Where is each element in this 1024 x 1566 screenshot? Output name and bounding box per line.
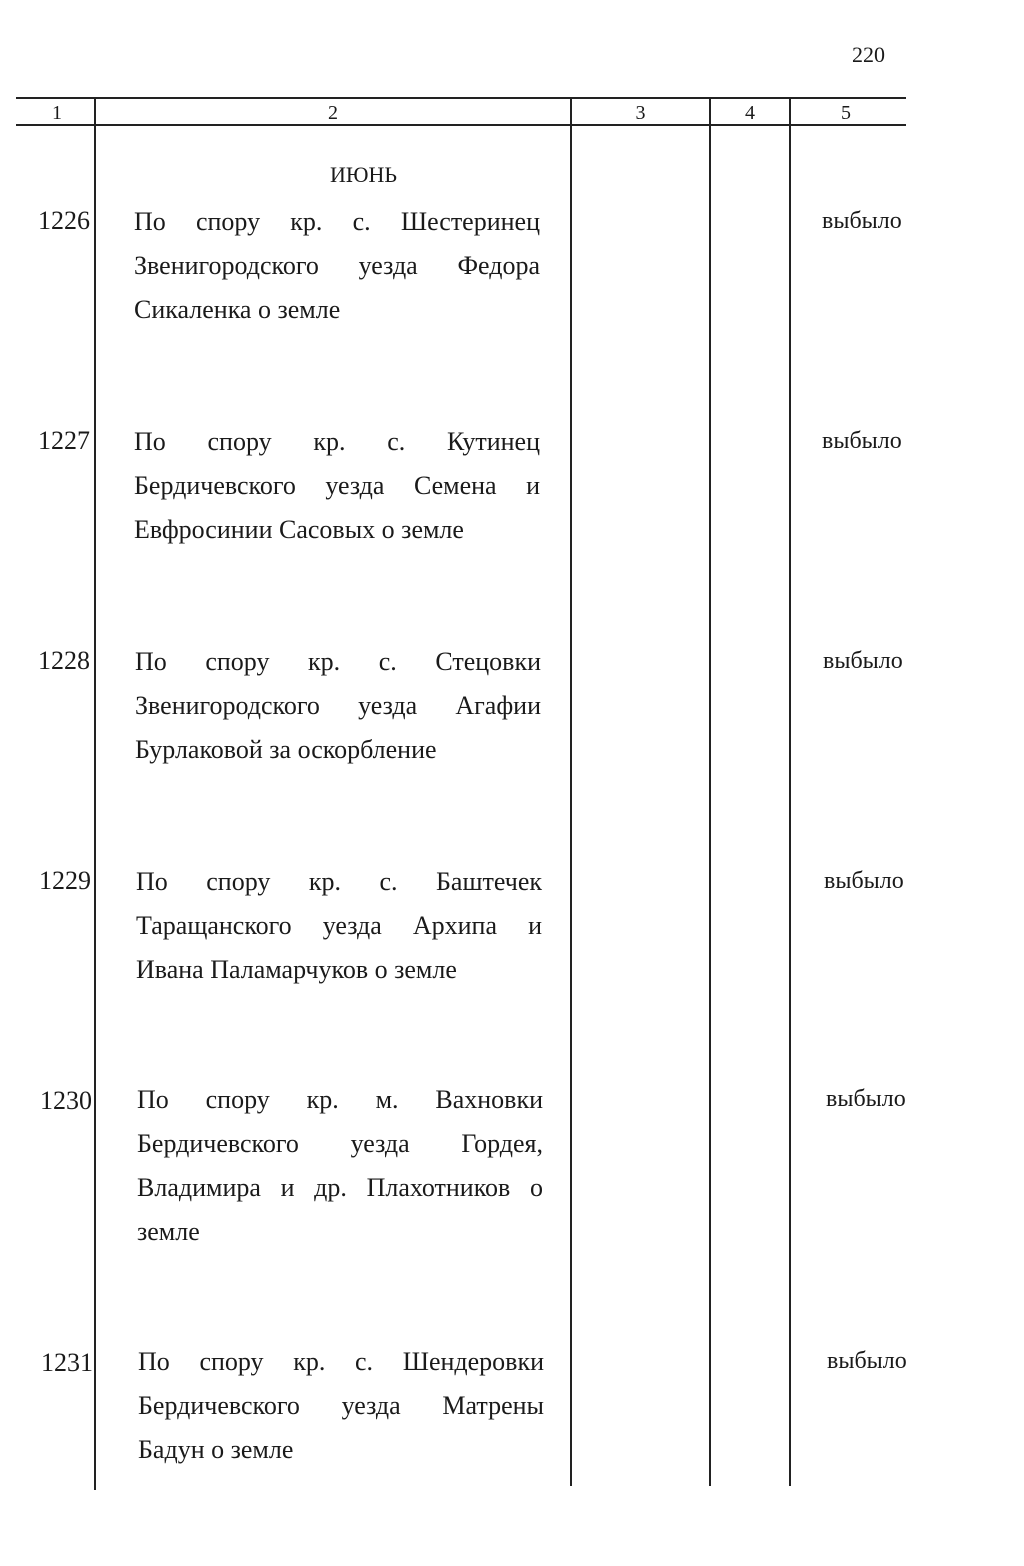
column-divider-4 bbox=[789, 98, 791, 1486]
entry-status: выбыло bbox=[824, 868, 904, 894]
entry-description: По спору кр. м. Вахновки Бердичевского уезда Гордея, Владимира и др. Плахотников о земле bbox=[137, 1085, 543, 1246]
column-divider-1 bbox=[94, 98, 96, 1490]
entry-status: выбыло bbox=[827, 1348, 907, 1374]
entry-status: выбыло bbox=[822, 208, 902, 234]
entry-number: 1228 bbox=[38, 646, 90, 675]
entry-status: выбыло bbox=[826, 1086, 906, 1112]
entry-number: 1230 bbox=[40, 1086, 92, 1115]
entry-number: 1229 bbox=[39, 866, 91, 895]
column-header-3: 3 bbox=[635, 102, 646, 124]
column-header-5: 5 bbox=[841, 102, 851, 124]
page-number: 220 bbox=[852, 42, 885, 67]
entry-description: По спору кр. с. Баштечек Таращанского уезда Архипа и Ивана Паламарчуков о земле bbox=[136, 867, 542, 984]
entry-status: выбыло bbox=[822, 428, 902, 454]
entry-description: По спору кр. с. Стецовки Звенигородского уезда Агафии Бурлаковой за оскорбление bbox=[135, 647, 541, 764]
entry-number: 1226 bbox=[38, 206, 90, 235]
column-header-4: 4 bbox=[745, 102, 755, 124]
column-header-1: 1 bbox=[52, 102, 62, 124]
entry-description: По спору кр. с. Шестеринец Звенигородского уезда Федора Сикаленка о земле bbox=[134, 207, 540, 324]
header-top-rule bbox=[16, 97, 906, 99]
column-divider-3 bbox=[709, 98, 711, 1486]
entry-description: По спору кр. с. Кутинец Бердичевского уезда Семена и Евфросинии Сасовых о земле bbox=[134, 427, 540, 544]
column-divider-2 bbox=[570, 98, 572, 1486]
entry-number: 1231 bbox=[41, 1348, 93, 1377]
month-heading: ИЮНЬ bbox=[330, 162, 398, 187]
entry-number: 1227 bbox=[38, 426, 90, 455]
entry-description: По спору кр. с. Шендеровки Бердичевского уезда Матрены Бадун о земле bbox=[138, 1347, 544, 1464]
column-header-2: 2 bbox=[328, 102, 338, 124]
entry-status: выбыло bbox=[823, 648, 903, 674]
